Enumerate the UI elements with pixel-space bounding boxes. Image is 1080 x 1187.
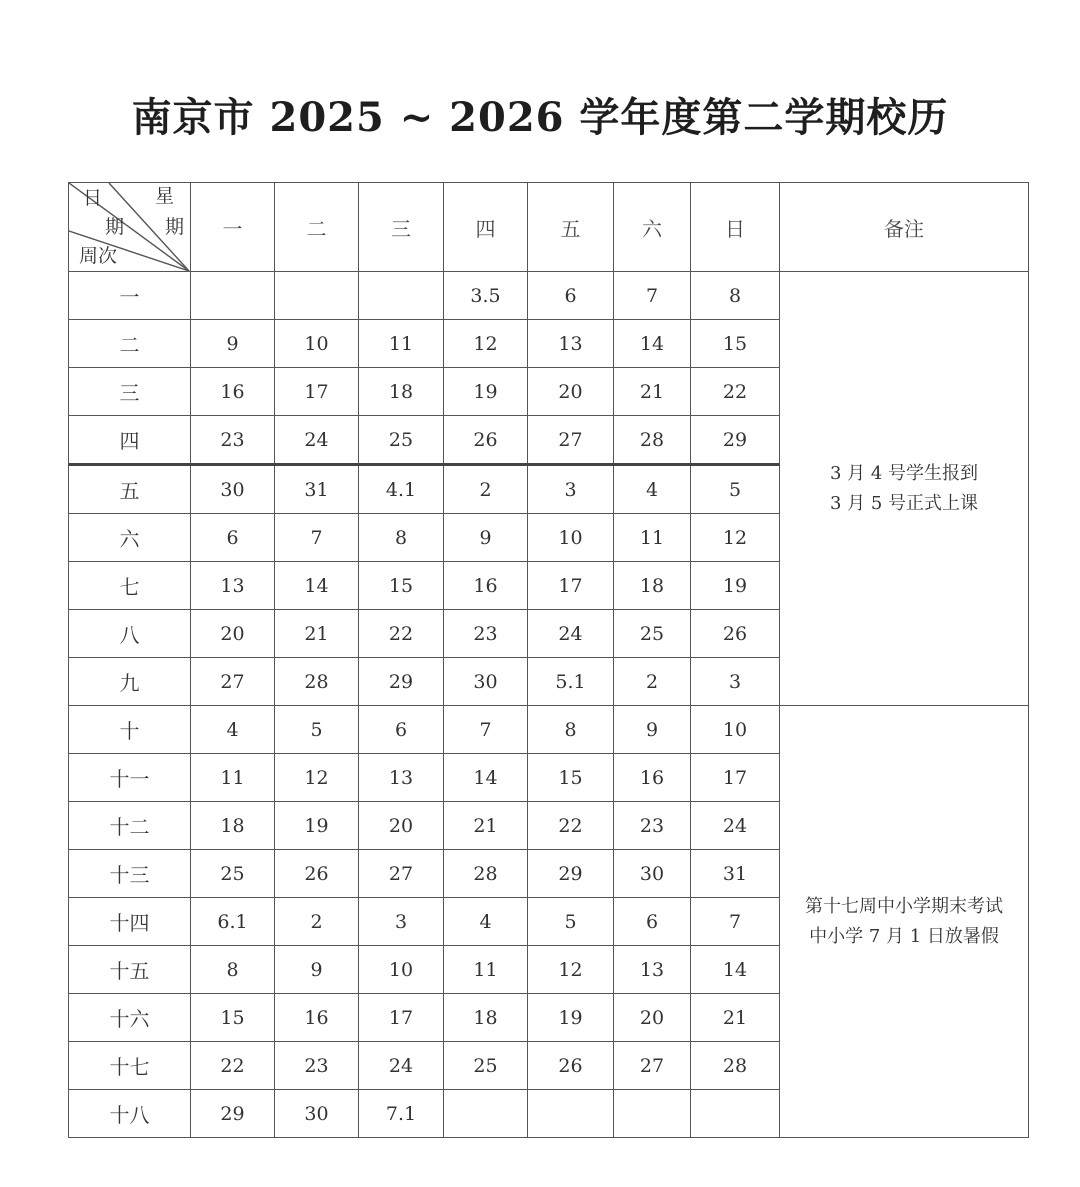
date-cell: 21	[275, 610, 359, 658]
date-cell	[191, 272, 275, 320]
date-cell: 5	[275, 706, 359, 754]
week-number-cell: 一	[69, 272, 191, 320]
date-cell: 9	[614, 706, 691, 754]
date-cell: 28	[275, 658, 359, 706]
day-header-mon: 一	[191, 183, 275, 272]
corner-cell	[69, 183, 191, 272]
date-cell: 14	[444, 754, 528, 802]
date-cell: 4	[444, 898, 528, 946]
date-cell: 12	[528, 946, 614, 994]
date-cell: 20	[528, 368, 614, 416]
date-cell: 5.1	[528, 658, 614, 706]
date-cell: 13	[614, 946, 691, 994]
date-cell: 14	[691, 946, 780, 994]
date-cell: 18	[359, 368, 444, 416]
date-cell: 12	[275, 754, 359, 802]
date-cell: 19	[528, 994, 614, 1042]
date-cell: 7	[614, 272, 691, 320]
date-cell: 19	[275, 802, 359, 850]
date-cell: 22	[359, 610, 444, 658]
date-cell: 3	[528, 465, 614, 514]
header-row	[69, 183, 1029, 272]
date-cell: 2	[275, 898, 359, 946]
notes-header: 备注	[780, 183, 1029, 272]
date-cell: 5	[528, 898, 614, 946]
date-cell: 10	[359, 946, 444, 994]
date-cell	[614, 1090, 691, 1138]
corner-label-xing: 星	[155, 185, 175, 207]
date-cell: 22	[528, 802, 614, 850]
week-row	[69, 706, 1029, 754]
date-cell: 19	[691, 562, 780, 610]
date-cell: 17	[275, 368, 359, 416]
date-cell: 28	[614, 416, 691, 465]
date-cell: 7	[275, 514, 359, 562]
date-cell: 9	[444, 514, 528, 562]
date-cell: 12	[691, 514, 780, 562]
date-cell: 15	[528, 754, 614, 802]
day-header-thu: 四	[444, 183, 528, 272]
date-cell: 17	[359, 994, 444, 1042]
school-calendar-table	[68, 182, 1029, 1138]
date-cell: 16	[614, 754, 691, 802]
date-cell: 2	[444, 465, 528, 514]
date-cell: 26	[275, 850, 359, 898]
date-cell: 22	[191, 1042, 275, 1090]
note-line: 第十七周中小学期末考试	[805, 895, 1003, 917]
date-cell: 16	[191, 368, 275, 416]
date-cell: 6	[528, 272, 614, 320]
week-number-cell: 十三	[69, 850, 191, 898]
day-header-fri: 五	[528, 183, 614, 272]
date-cell: 31	[275, 465, 359, 514]
date-cell: 30	[614, 850, 691, 898]
week-number-cell: 十二	[69, 802, 191, 850]
date-cell: 11	[191, 754, 275, 802]
note-line: 中小学 7 月 1 日放暑假	[809, 925, 999, 947]
date-cell: 29	[191, 1090, 275, 1138]
date-cell: 17	[528, 562, 614, 610]
week-number-cell: 二	[69, 320, 191, 368]
date-cell: 26	[444, 416, 528, 465]
date-cell: 21	[614, 368, 691, 416]
week-number-cell: 十六	[69, 994, 191, 1042]
date-cell: 25	[191, 850, 275, 898]
page-title: 南京市 2025 ~ 2026 学年度第二学期校历	[131, 94, 949, 141]
calendar-body	[69, 272, 1029, 1138]
date-cell: 28	[691, 1042, 780, 1090]
date-cell: 8	[359, 514, 444, 562]
date-cell: 7.1	[359, 1090, 444, 1138]
week-number-cell: 四	[69, 416, 191, 465]
date-cell: 25	[614, 610, 691, 658]
date-cell	[691, 1090, 780, 1138]
date-cell: 30	[275, 1090, 359, 1138]
date-cell: 10	[275, 320, 359, 368]
date-cell: 20	[614, 994, 691, 1042]
date-cell: 22	[691, 368, 780, 416]
date-cell: 24	[528, 610, 614, 658]
date-cell	[444, 1090, 528, 1138]
week-number-cell: 十五	[69, 946, 191, 994]
date-cell	[359, 272, 444, 320]
date-cell: 8	[191, 946, 275, 994]
date-cell: 8	[528, 706, 614, 754]
day-header-sat: 六	[614, 183, 691, 272]
date-cell: 23	[614, 802, 691, 850]
date-cell: 6.1	[191, 898, 275, 946]
date-cell: 25	[444, 1042, 528, 1090]
notes-cell-exams	[780, 706, 1029, 1138]
week-number-cell: 九	[69, 658, 191, 706]
week-number-cell: 十八	[69, 1090, 191, 1138]
date-cell: 19	[444, 368, 528, 416]
week-number-cell: 十七	[69, 1042, 191, 1090]
date-cell: 6	[614, 898, 691, 946]
date-cell: 13	[191, 562, 275, 610]
date-cell: 26	[691, 610, 780, 658]
date-cell: 29	[359, 658, 444, 706]
date-cell: 4	[614, 465, 691, 514]
date-cell: 20	[359, 802, 444, 850]
date-cell: 15	[191, 994, 275, 1042]
day-header-tue: 二	[275, 183, 359, 272]
week-number-cell: 十	[69, 706, 191, 754]
week-number-cell: 三	[69, 368, 191, 416]
week-number-cell: 十四	[69, 898, 191, 946]
date-cell: 27	[191, 658, 275, 706]
date-cell: 3	[691, 658, 780, 706]
date-cell: 10	[528, 514, 614, 562]
date-cell: 21	[444, 802, 528, 850]
date-cell: 11	[444, 946, 528, 994]
date-cell: 24	[275, 416, 359, 465]
corner-label-qi-left: 期	[105, 216, 125, 238]
date-cell: 5	[691, 465, 780, 514]
date-cell: 21	[691, 994, 780, 1042]
date-cell: 7	[691, 898, 780, 946]
date-cell: 9	[275, 946, 359, 994]
date-cell: 9	[191, 320, 275, 368]
date-cell: 25	[359, 416, 444, 465]
date-cell: 28	[444, 850, 528, 898]
date-cell: 27	[359, 850, 444, 898]
date-cell: 30	[191, 465, 275, 514]
corner-label-zhouci: 周次	[79, 245, 118, 267]
date-cell: 13	[528, 320, 614, 368]
date-cell: 2	[614, 658, 691, 706]
date-cell: 23	[191, 416, 275, 465]
date-cell: 29	[528, 850, 614, 898]
date-cell: 16	[275, 994, 359, 1042]
week-number-cell: 七	[69, 562, 191, 610]
date-cell: 16	[444, 562, 528, 610]
date-cell: 3.5	[444, 272, 528, 320]
date-cell: 11	[359, 320, 444, 368]
date-cell: 29	[691, 416, 780, 465]
date-cell: 18	[191, 802, 275, 850]
date-cell: 11	[614, 514, 691, 562]
date-cell	[528, 1090, 614, 1138]
date-cell: 4.1	[359, 465, 444, 514]
date-cell: 6	[359, 706, 444, 754]
date-cell	[275, 272, 359, 320]
date-cell: 14	[614, 320, 691, 368]
date-cell: 15	[359, 562, 444, 610]
date-cell: 7	[444, 706, 528, 754]
date-cell: 26	[528, 1042, 614, 1090]
notes-cell-registration	[780, 272, 1029, 706]
date-cell: 27	[614, 1042, 691, 1090]
week-number-cell: 五	[69, 465, 191, 514]
date-cell: 18	[614, 562, 691, 610]
date-cell: 3	[359, 898, 444, 946]
week-number-cell: 十一	[69, 754, 191, 802]
week-number-cell: 六	[69, 514, 191, 562]
day-header-wed: 三	[359, 183, 444, 272]
date-cell: 10	[691, 706, 780, 754]
date-cell: 8	[691, 272, 780, 320]
note-line: 3 月 4 号学生报到	[829, 462, 979, 484]
date-cell: 18	[444, 994, 528, 1042]
date-cell: 31	[691, 850, 780, 898]
week-number-cell: 八	[69, 610, 191, 658]
date-cell: 20	[191, 610, 275, 658]
date-cell: 15	[691, 320, 780, 368]
date-cell: 27	[528, 416, 614, 465]
date-cell: 30	[444, 658, 528, 706]
day-header-sun: 日	[691, 183, 780, 272]
date-cell: 24	[359, 1042, 444, 1090]
date-cell: 13	[359, 754, 444, 802]
week-row	[69, 272, 1029, 320]
corner-label-ri: 日	[83, 187, 103, 209]
date-cell: 4	[191, 706, 275, 754]
corner-label-qi-right: 期	[165, 216, 185, 238]
date-cell: 14	[275, 562, 359, 610]
date-cell: 6	[191, 514, 275, 562]
date-cell: 12	[444, 320, 528, 368]
date-cell: 23	[275, 1042, 359, 1090]
date-cell: 24	[691, 802, 780, 850]
date-cell: 17	[691, 754, 780, 802]
note-line: 3 月 5 号正式上课	[829, 492, 979, 514]
date-cell: 23	[444, 610, 528, 658]
